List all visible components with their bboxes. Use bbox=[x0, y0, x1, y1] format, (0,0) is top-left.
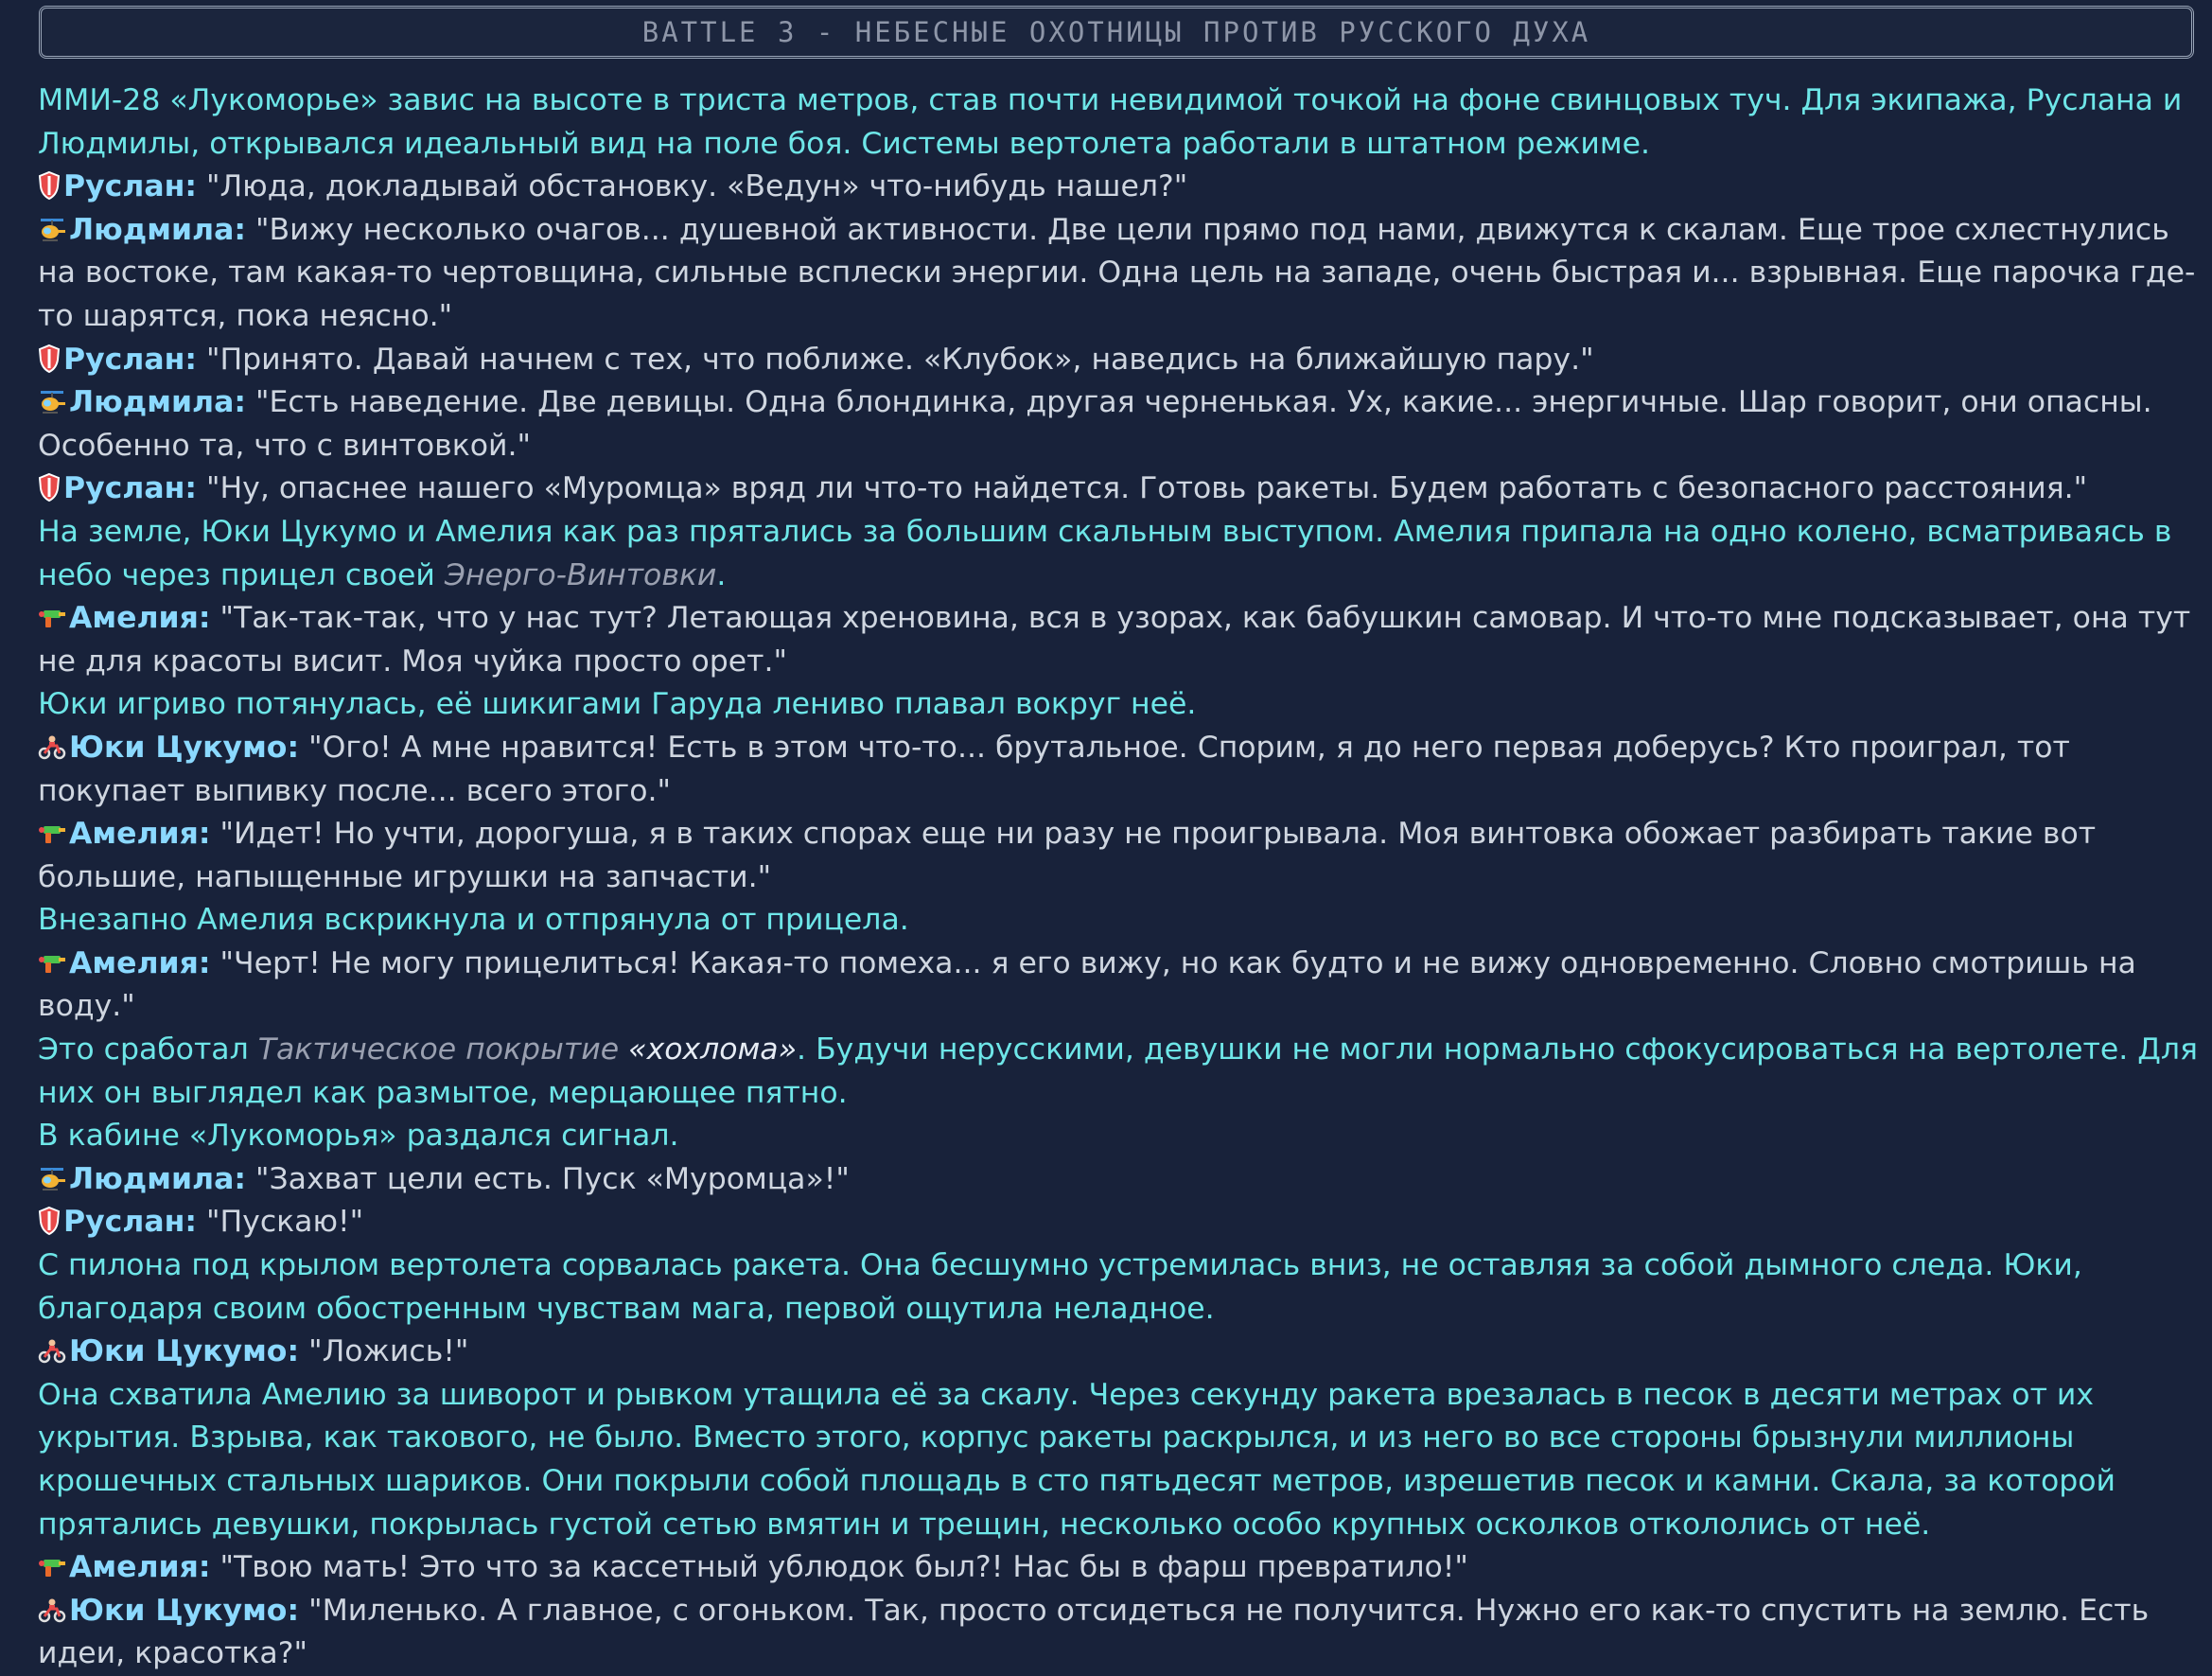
narration-line: На земле, Юки Цукумо и Амелия как раз прятались за большим скальным выступом. Амелия припала на одно колено, всматриваясь в небо через прицел своей Энерго-Винтовки. bbox=[38, 514, 2172, 592]
dialogue-line-ruslan bbox=[38, 1201, 2200, 1244]
dialogue-line-lyudmila bbox=[38, 209, 2200, 339]
dialogue-text: "Ну, опаснее нашего «Муромца» вряд ли что-то найдется. Готовь ракеты. Будем работать с безопасного расстояния." bbox=[206, 471, 2088, 506]
helicopter-icon bbox=[38, 1164, 66, 1192]
helicopter-icon bbox=[38, 215, 66, 243]
narration-line: Это сработал Тактическое покрытие «хохлома». Будучи нерусскими, девушки не могли нормально сфокусироваться на вертолете. Для них он выглядел как размытое, мерцающее пятно. bbox=[38, 1032, 2198, 1110]
dialogue-line-amelia bbox=[38, 813, 2200, 899]
dialogue-text: "Вижу несколько очагов... душевной активности. Две цели прямо под нами, движутся к скалам. Еще трое схлестнулись на востоке, там какая-то чертовщина, сильные всплески энергии. Одна цель на западе, очень быстрая и... взрывная. Еще парочка где-то шарятся, пока неясно." bbox=[38, 212, 2196, 333]
helicopter-icon bbox=[38, 387, 66, 415]
dialogue-line-ruslan bbox=[38, 339, 2200, 382]
speaker-name: Амелия: bbox=[69, 601, 211, 636]
speaker-name: Руслан: bbox=[63, 169, 197, 204]
narration-line: Юки игриво потянулась, её шикигами Гаруда лениво плавал вокруг неё. bbox=[38, 687, 1197, 722]
speaker-name: Людмила: bbox=[69, 1161, 246, 1196]
ray-gun-icon bbox=[38, 1552, 66, 1580]
narration-line: Она схватила Амелию за шиворот и рывком утащила её за скалу. Через секунду ракета врезалась в песок в десяти метрах от их укрытия. Взрыва, как такового, не было. Вместо этого, корпус ракеты раскрылся, и из него во все стороны брызнули миллионы крошечных стальных шариков. Они покрыли собой площадь в сто пятьдесят метров, изрешетив песок и камни. Скала, за которой прятались девушки, покрылась густой сетью вмятин и трещин, несколько особо крупных осколков откололись от неё. bbox=[38, 1377, 2115, 1542]
speaker-name: Людмила: bbox=[69, 385, 246, 420]
item-name: Тактическое покрытие bbox=[257, 1032, 620, 1067]
dialogue-text: "Захват цели есть. Пуск «Муромца»!" bbox=[255, 1161, 850, 1196]
dialogue-text: "Так-так-так, что у нас тут? Летающая хреновина, вся в узорах, как бабушкин самовар. И что-то мне подсказывает, она тут не для красоты висит. Моя чуйка просто орет." bbox=[38, 601, 2191, 679]
speaker-name: Амелия: bbox=[69, 945, 211, 980]
item-name: Энерго-Винтовки bbox=[444, 557, 717, 592]
narration-line: В кабине «Лукоморья» раздался сигнал. bbox=[38, 1119, 679, 1154]
speaker-name: Юки Цукумо: bbox=[69, 730, 300, 765]
dialogue-line-yuki bbox=[38, 1331, 2200, 1374]
motorcycle-icon bbox=[38, 732, 66, 761]
speaker-name: Юки Цукумо: bbox=[69, 1334, 300, 1369]
ray-gun-icon bbox=[38, 603, 66, 631]
narration-line: ММИ-28 «Лукоморье» завис на высоте в триста метров, став почти невидимой точкой на фоне свинцовых туч. Для экипажа, Руслана и Людмилы, открывался идеальный вид на поле боя. Системы вертолета работали в штатном режиме. bbox=[38, 83, 2183, 161]
dialogue-text: "Черт! Не могу прицелиться! Какая-то помеха... я его вижу, но как будто и не вижу одновременно. Словно смотришь на воду." bbox=[38, 945, 2136, 1024]
dialogue-text: "Ложись!" bbox=[308, 1334, 469, 1369]
story-log bbox=[38, 79, 2200, 1676]
dialogue-text: "Принято. Давай начнем с тех, что поближе. «Клубок», наведись на ближайшую пару." bbox=[206, 342, 1594, 377]
ray-gun-icon bbox=[38, 819, 66, 847]
dialogue-text: "Твою мать! Это что за кассетный ублюдок был?! Нас бы в фарш превратило!" bbox=[219, 1550, 1468, 1585]
dialogue-text: "Люда, докладывай обстановку. «Ведун» что-нибудь нашел?" bbox=[206, 169, 1188, 204]
shield-icon bbox=[38, 171, 61, 200]
motorcycle-icon bbox=[38, 1596, 66, 1624]
motorcycle-icon bbox=[38, 1336, 66, 1365]
dialogue-text: "Пускаю!" bbox=[206, 1205, 364, 1240]
item-name-variant: «хохлома» bbox=[628, 1032, 798, 1067]
dialogue-line-lyudmila bbox=[38, 1158, 2200, 1202]
dialogue-line-yuki bbox=[38, 1590, 2200, 1676]
speaker-name: Амелия: bbox=[69, 1550, 211, 1585]
shield-icon bbox=[38, 344, 61, 373]
ray-gun-icon bbox=[38, 948, 66, 977]
speaker-name: Руслан: bbox=[63, 342, 197, 377]
dialogue-line-ruslan bbox=[38, 166, 2200, 209]
narration-line: Внезапно Амелия вскрикнула и отпрянула от прицела. bbox=[38, 903, 909, 938]
dialogue-text: "Есть наведение. Две девицы. Одна блондинка, другая черненькая. Ух, какие... энергичные. Шар говорит, они опасны. Особенно та, что с винтовкой." bbox=[38, 385, 2152, 463]
dialogue-line-ruslan bbox=[38, 468, 2200, 511]
narration-line: С пилона под крылом вертолета сорвалась ракета. Она бесшумно устремилась вниз, не оставляя за собой дымного следа. Юки, благодаря своим обостренным чувствам мага, первой ощутила неладное. bbox=[38, 1248, 2082, 1326]
battle-title: BATTLE 3 - НЕБЕСНЫЕ ОХОТНИЦЫ ПРОТИВ РУССКОГО ДУХА bbox=[641, 16, 1591, 48]
shield-icon bbox=[38, 1207, 61, 1235]
dialogue-text: "Миленько. А главное, с огоньком. Так, просто отсидеться не получится. Нужно его как-то спустить на землю. Есть идеи, красотка?" bbox=[38, 1593, 2150, 1671]
dialogue-line-amelia bbox=[38, 943, 2200, 1029]
speaker-name: Юки Цукумо: bbox=[69, 1593, 300, 1628]
speaker-name: Руслан: bbox=[63, 471, 197, 506]
speaker-name: Руслан: bbox=[63, 1205, 197, 1240]
battle-title-bar bbox=[39, 6, 2194, 59]
dialogue-line-amelia bbox=[38, 597, 2200, 683]
speaker-name: Людмила: bbox=[69, 212, 246, 247]
shield-icon bbox=[38, 473, 61, 502]
dialogue-text: "Идет! Но учти, дорогуша, я в таких спорах еще ни разу не проигрывала. Моя винтовка обожает разбирать такие вот большие, напыщенные игрушки на запчасти." bbox=[38, 817, 2097, 894]
dialogue-line-lyudmila bbox=[38, 381, 2200, 468]
dialogue-line-amelia bbox=[38, 1546, 2200, 1590]
dialogue-text: "Ого! А мне нравится! Есть в этом что-то... брутальное. Спорим, я до него первая доберусь? Кто проиграл, тот покупает выпивку после... всего этого." bbox=[38, 730, 2070, 808]
dialogue-line-yuki bbox=[38, 727, 2200, 813]
speaker-name: Амелия: bbox=[69, 817, 211, 852]
